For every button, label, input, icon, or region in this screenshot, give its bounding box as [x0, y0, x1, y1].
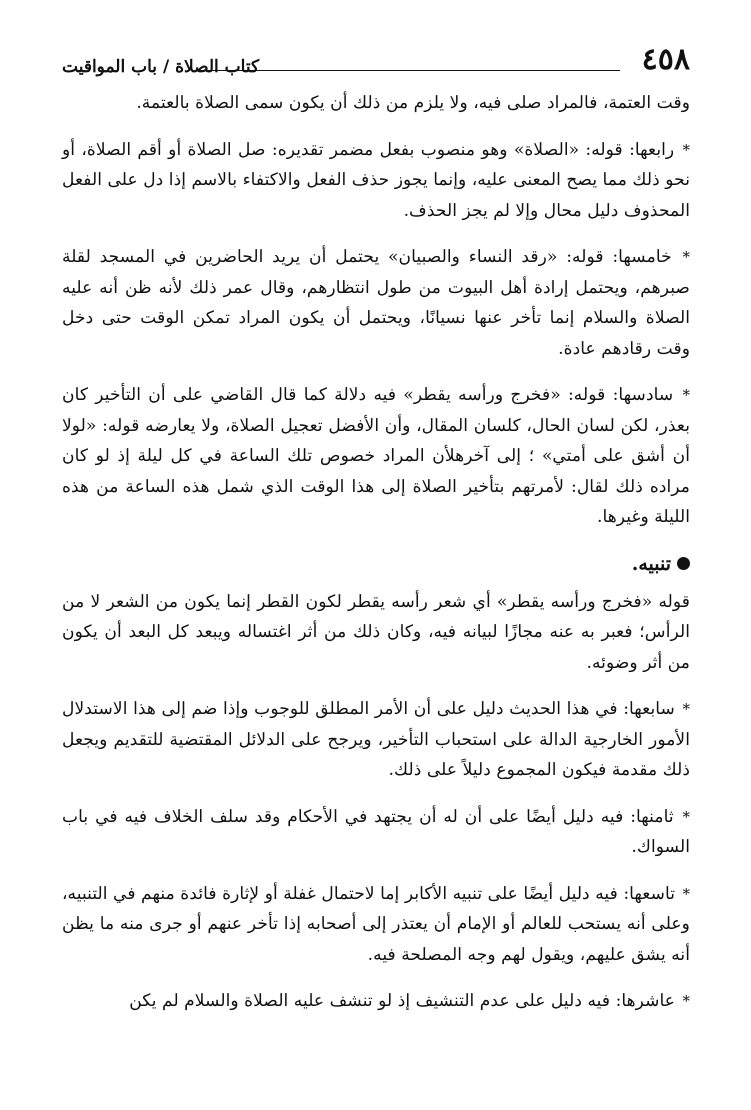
paragraph-sixth [62, 380, 690, 533]
paragraph-label: سادسها: [612, 385, 674, 405]
paragraph-text: في هذا الحديث دليل على أن الأمر المطلق للوجوب وإذا ضم إلى هذا الاستدلال الأمور الخارجية الدالة على استحباب التأخير، ويرجح على الدلائل المقتضية للتقديم ويجعل ذلك مقدمة فيكون المجموع دليلاً على ذلك. [62, 699, 690, 780]
page-header [62, 40, 690, 84]
paragraph-seventh [62, 694, 690, 786]
bullet-icon [677, 557, 690, 570]
asterisk-marker: * [682, 992, 690, 1010]
asterisk-marker: * [682, 140, 690, 159]
paragraph-text: قوله «فخرج ورأسه يقطر» أي شعر رأسه يقطر لكون القطر إنما يكون من الشعر لا من الرأس؛ فعبر به عنه مجازًا لبيانه فيه، وكان ذلك من أثر اغتساله ويبعد كل البعد أن يكون من أثر وضوئه. [62, 591, 690, 673]
paragraph-label: سابعها: [623, 699, 675, 719]
paragraph-text: وقت العتمة، فالمراد صلى فيه، ولا يلزم من ذلك أن يكون سمى الصلاة بالعتمة. [136, 93, 690, 113]
paragraph-text: فيه دليل أيضًا على تنبيه الأكابر إما لاحتمال غفلة أو لإثارة فائدة منهم في التنبيه، وعلى أنه يستحب للعالم أو الإمام أن يعتذر إلى أصحابه إذا تأخر عنهم أو جرى منه ما يظن أنه يشق عليهم، ويقول لهم وجه المصلحة فيه. [62, 883, 690, 965]
paragraph-fourth [62, 135, 690, 227]
paragraph-continuation [62, 88, 690, 119]
paragraph-text: قوله: «رقد النساء والصبيان» يحتمل أن يريد الحاضرين في المسجد لقلة صبرهم، ويحتمل إرادة أهل البيوت من طول انتظارهم، وقال عمر ذلك لأنه ظن أنه عليه الصلاة والسلام إنما تأخر عنها نسيانًا، ويحتمل أن يكون المراد تمكن الوقت حتى دخل وقت رقادهم عادة. [62, 247, 690, 359]
asterisk-marker: * [682, 884, 690, 903]
asterisk-marker: * [682, 700, 690, 718]
paragraph-tenth [62, 986, 690, 1017]
paragraph-fifth [62, 242, 690, 364]
paragraph-text: قوله: «الصلاة» وهو منصوب بفعل مضمر تقديره: صل الصلاة أو أقم الصلاة، أو نحو ذلك مما يصح المعنى عليه، وإنما يجوز حذف الفعل والاكتفاء بالاسم إذا دل على الفعل المحذوف دليل محال وإلا لم يجز الحذف. [61, 139, 690, 221]
paragraph-text: فيه دليل أيضًا على أن له أن يجتهد في الأحكام وقد سلف الخلاف فيه في باب السواك. [62, 806, 690, 857]
paragraph-label: رابعها: [629, 139, 675, 160]
paragraph-label: تاسعها: [623, 883, 675, 904]
paragraph-ninth [62, 879, 690, 971]
book-page [62, 40, 690, 1033]
paragraph-text: قوله: «فخرج ورأسه يقطر» فيه دلالة كما قال القاضي على أن التأخير كان بعذر، لكن لسان الحال، كلسان المقال، وأن الأفضل تعجيل الصلاة، ولا يعارضه قوله: «لولا أن أشق على أمتي» ؛ إلى آخرهلأن المراد خصوص تلك الساعة في كل ليلة إذ لو كان مراده ذلك لقال: لأمرتهم بتأخير الصلاة إلى هذا الوقت الذي شمل هذه الساعة من هذه الليلة وغيرها. [62, 385, 690, 527]
paragraph-label: عاشرها: [615, 991, 676, 1011]
paragraph-note [62, 587, 690, 679]
paragraph-label: خامسها: [612, 247, 672, 267]
paragraph-eighth [62, 802, 690, 863]
paragraph-text: فيه دليل على عدم التنشيف إذ لو تنشف عليه الصلاة والسلام لم يكن [129, 991, 611, 1011]
section-heading [62, 549, 690, 579]
asterisk-marker: * [682, 386, 690, 404]
asterisk-marker: * [682, 248, 690, 266]
asterisk-marker: * [682, 807, 690, 826]
page-number: ٤٥٨ [641, 42, 690, 77]
section-heading-text: تنبيه. [631, 552, 671, 575]
header-rule [200, 70, 620, 71]
paragraph-label: ثامنها: [630, 806, 674, 827]
running-title: كتاب الصلاة / باب المواقيت [62, 57, 260, 77]
